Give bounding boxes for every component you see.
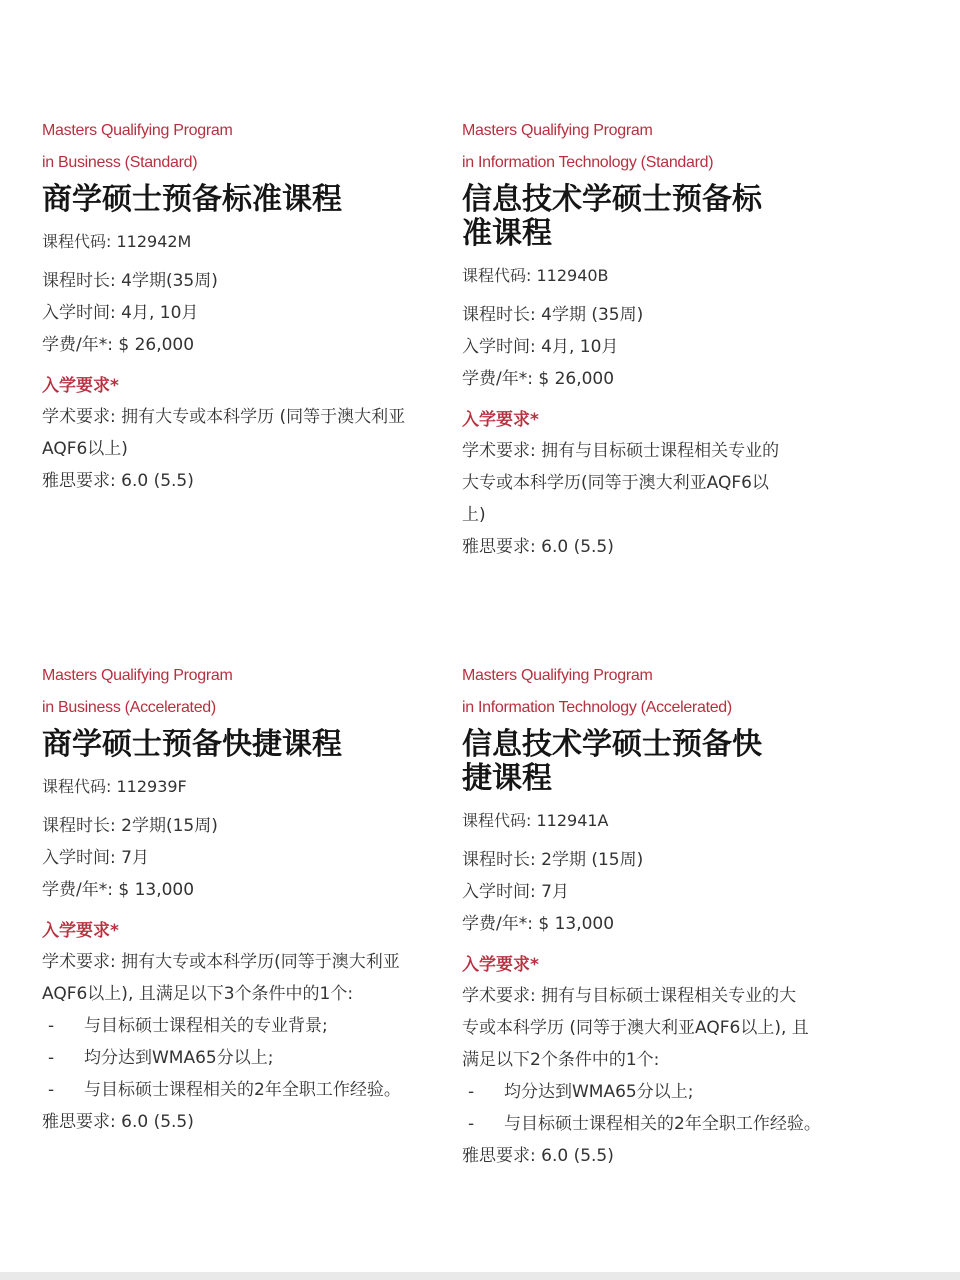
program-card-business-accelerated [42,660,412,1138]
condition-list [42,1010,412,1106]
requirements-heading: 入学要求* [462,955,539,975]
ielts-requirement: 雅思要求: 6.0 (5.5) [42,1112,194,1132]
program-english-name-line1: Masters Qualifying Program [42,122,233,139]
tuition-fee: 学费/年*: $ 26,000 [462,369,615,389]
intake-time: 入学时间: 7月 [462,882,569,902]
intake-time: 入学时间: 4月, 10月 [42,303,199,323]
intake-time: 入学时间: 4月, 10月 [462,337,619,357]
program-title: 信息技术学硕士预备快捷课程 [462,727,762,796]
program-card-business-standard [42,115,412,497]
requirements-heading: 入学要求* [42,376,119,396]
tuition-fee: 学费/年*: $ 13,000 [462,914,615,934]
requirements-heading: 入学要求* [462,410,539,430]
list-item: - 与目标硕士课程相关的2年全职工作经验。 [42,1074,412,1106]
program-title: 信息技术学硕士预备标准课程 [462,182,762,251]
program-card-it-standard [462,115,842,563]
program-title: 商学硕士预备快捷课程 [42,727,342,762]
tuition-fee: 学费/年*: $ 26,000 [42,335,195,355]
academic-requirement: 学术要求: 拥有与目标硕士课程相关专业的大专或本科学历(同等于澳大利亚AQF6以上) [462,441,780,525]
course-duration: 课程时长: 2学期 (15周) [462,850,644,870]
page-bottom-edge [0,1272,960,1280]
course-code: 课程代码: 112939F [42,777,187,796]
program-english-name-line1: Masters Qualifying Program [462,122,653,139]
program-english-name-line1: Masters Qualifying Program [462,667,653,684]
program-english-name-line2: in Information Technology (Accelerated) [462,699,732,716]
program-english-name-line2: in Business (Standard) [42,154,198,171]
course-code: 课程代码: 112940B [462,266,609,285]
program-english-name-line2: in Business (Accelerated) [42,699,216,716]
condition-list [462,1076,842,1140]
course-duration: 课程时长: 4学期 (35周) [462,305,644,325]
academic-requirement: 学术要求: 拥有与目标硕士课程相关专业的大专或本科学历 (同等于澳大利亚AQF6以上), 且满足以下2个条件中的1个: [462,986,809,1070]
course-code: 课程代码: 112942M [42,232,192,251]
program-card-it-accelerated [462,660,842,1172]
list-item: - 均分达到WMA65分以上; [42,1042,412,1074]
course-code: 课程代码: 112941A [462,811,609,830]
course-duration: 课程时长: 2学期(15周) [42,816,218,836]
academic-requirement: 学术要求: 拥有大专或本科学历 (同等于澳大利亚AQF6以上) [42,407,406,459]
program-english-name-line2: in Information Technology (Standard) [462,154,714,171]
course-duration: 课程时长: 4学期(35周) [42,271,218,291]
program-english-name-line1: Masters Qualifying Program [42,667,233,684]
ielts-requirement: 雅思要求: 6.0 (5.5) [462,1146,614,1166]
program-title: 商学硕士预备标准课程 [42,182,342,217]
list-item: - 与目标硕士课程相关的专业背景; [42,1010,412,1042]
ielts-requirement: 雅思要求: 6.0 (5.5) [462,537,614,557]
requirements-heading: 入学要求* [42,921,119,941]
ielts-requirement: 雅思要求: 6.0 (5.5) [42,471,194,491]
tuition-fee: 学费/年*: $ 13,000 [42,880,195,900]
list-item: - 均分达到WMA65分以上; [462,1076,842,1108]
academic-requirement: 学术要求: 拥有大专或本科学历(同等于澳大利亚AQF6以上), 且满足以下3个条件中的1个: [42,952,400,1004]
intake-time: 入学时间: 7月 [42,848,149,868]
list-item: - 与目标硕士课程相关的2年全职工作经验。 [462,1108,842,1140]
